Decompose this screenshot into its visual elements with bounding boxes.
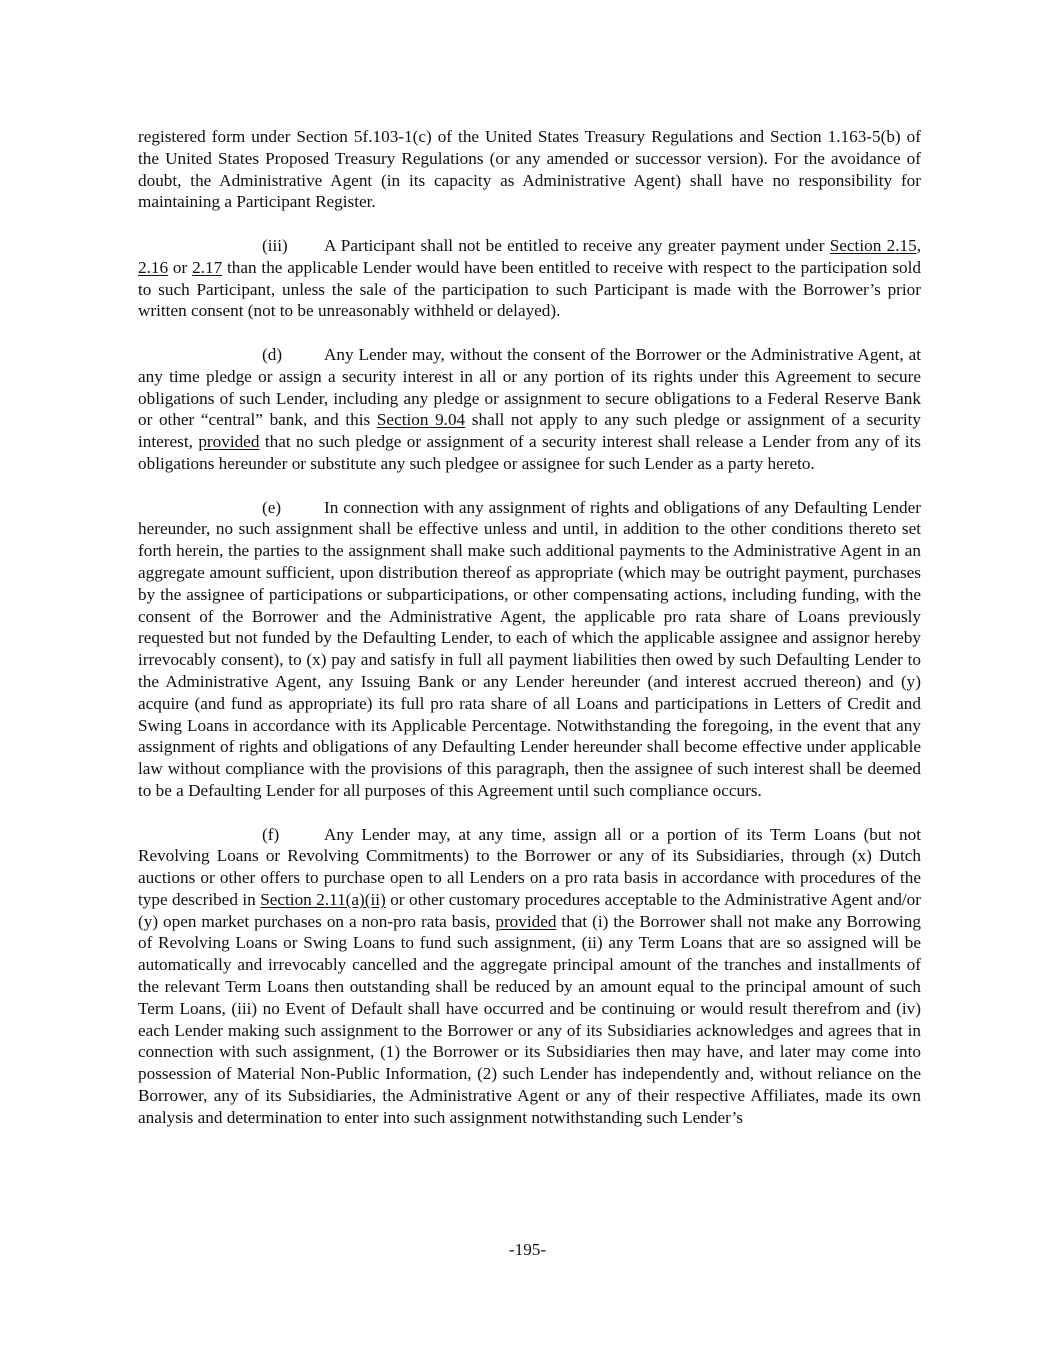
- paragraph-f-text-2: or other customary procedures acceptable to the Administrative Agent and/or (y) open market purchases on a non-pro rata basis,: [138, 889, 921, 931]
- paragraph-d: [138, 344, 921, 475]
- paragraph-e-label: (e): [262, 497, 282, 517]
- provided-term: provided: [198, 432, 260, 452]
- section-2-16-reference: 2.16: [138, 257, 169, 277]
- paragraph-continuation: [138, 126, 921, 213]
- section-9-04-reference: Section 9.04: [376, 410, 466, 430]
- paragraph-f-label: (f): [262, 824, 280, 844]
- paragraph-d-text-1: Any Lender may, without the consent of the Borrower or the Administrative Agent, at any time pledge or assign a security interest in all or any portion of its rights under this Agreement to secure obligations of such Lender, including any pledge or assignment to secure obligations to a Federal Reserve Bank or other “central” bank, and this: [138, 344, 921, 430]
- paragraph-continuation-text: registered form under Section 5f.103-1(c) of the United States Treasury Regulations and Section 1.163-5(b) of the United States Proposed Treasury Regulations (or any amended or successor version). For the avoidance of doubt, the Administrative Agent (in its capacity as Administrative Agent) shall have no responsibility for maintaining a Participant Register.: [138, 127, 921, 212]
- paragraph-f: [138, 824, 921, 1129]
- paragraph-iii-text-3: or: [168, 257, 193, 277]
- paragraph-iii-text-4: than the applicable Lender would have been entitled to receive with respect to the participation sold to such Participant, unless the sale of the participation to such Participant is made with the Borrower’s prior written consent (not to be unreasonably withheld or delayed).: [138, 257, 921, 321]
- section-2-15-reference: Section 2.15: [829, 235, 917, 255]
- paragraph-e-text: In connection with any assignment of rights and obligations of any Defaulting Lender hereunder, no such assignment shall be effective unless and until, in addition to the other conditions thereto set forth herein, the parties to the assignment shall make such additional payments to the Administrative Agent in an aggregate amount sufficient, upon distribution thereof as appropriate (which may be outright payment, purchases by the assignee of participations or subparticipations, or other compensating actions, including funding, with the consent of the Borrower and the Administrative Agent, the applicable pro rata share of Loans previously requested but not funded by the Defaulting Lender, to each of which the applicable assignee and assignor hereby irrevocably consent), to (x) pay and satisfy in full all payment liabilities then owed by such Defaulting Lender to the Administrative Agent, any Issuing Bank or any Lender hereunder (and interest accrued thereon) and (y) acquire (and fund as appropriate) its full pro rata share of all Loans and participations in Letters of Credit and Swing Loans in accordance with its Applicable Percentage. Notwithstanding the foregoing, in the event that any assignment of rights and obligations of any Defaulting Lender hereunder shall become effective under applicable law without compliance with the provisions of this paragraph, then the assignee of such interest shall be deemed to be a Defaulting Lender for all purposes of this Agreement until such compliance occurs.: [138, 497, 921, 800]
- paragraph-e: [138, 497, 921, 802]
- paragraph-f-text-3: that (i) the Borrower shall not make any Borrowing of Revolving Loans or Swing Loans to fund such assignment, (ii) any Term Loans that are so assigned will be automatically and irrevocably cancelled and the aggregate principal amount of the tranches and installments of the relevant Term Loans then outstanding shall be reduced by an amount equal to the principal amount of such Term Loans, (iii) no Event of Default shall have occurred and be continuing or would result therefrom and (iv) each Lender making such assignment to the Borrower or any of its Subsidiaries acknowledges and agrees that in connection with such assignment, (1) the Borrower or its Subsidiaries then may have, and later may come into possession of Material Non-Public Information, (2) such Lender has independently and, without reliance on the Borrower, any of its Subsidiaries, the Administrative Agent or any of their respective Affiliates, made its own analysis and determination to enter into such assignment notwithstanding such Lender’s: [138, 911, 921, 1127]
- paragraph-d-text-2: shall not apply to any such pledge or assignment of a security interest,: [138, 410, 922, 452]
- paragraph-d-label: (d): [262, 344, 283, 364]
- paragraph-f-text-1: Any Lender may, at any time, assign all or a portion of its Term Loans (but not Revolving Loans or Revolving Commitments) to the Borrower or any of its Subsidiaries, through (x) Dutch auctions or other offers to purchase open to all Lenders on a pro rata basis in accordance with procedures of the type described in: [138, 824, 921, 909]
- section-2-17-reference: 2.17: [192, 257, 223, 277]
- document-page: [138, 126, 921, 1150]
- paragraph-iii-text-2: ,: [916, 235, 921, 255]
- paragraph-iii-text-1: A Participant shall not be entitled to receive any greater payment under: [324, 235, 830, 255]
- paragraph-d-text-3: that no such pledge or assignment of a security interest shall release a Lender from any of its obligations hereunder or substitute any such pledgee or assignee for such Lender as a party hereto.: [138, 432, 921, 473]
- paragraph-iii: [138, 235, 921, 322]
- page-number: -195-: [508, 1240, 547, 1259]
- provided-term: provided: [495, 911, 557, 931]
- section-2-11-a-ii-reference: Section 2.11(a)(ii): [260, 889, 386, 909]
- paragraph-iii-label: (iii): [262, 235, 288, 255]
